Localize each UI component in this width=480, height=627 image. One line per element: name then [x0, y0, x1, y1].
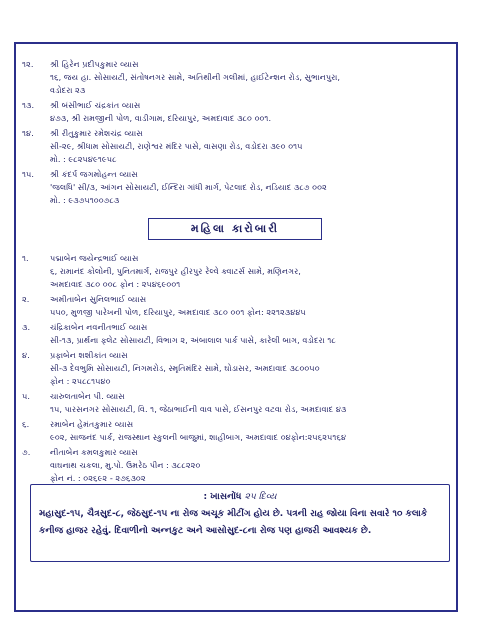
- entry-name: પ્રફાબેન શશીકાંત વ્યાસ: [50, 350, 128, 360]
- entry-name: શ્રી રીતુકુમાર રમેશચંદ્ર વ્યાસ: [50, 128, 143, 138]
- entry-name: રમાબેન હેમંતકુમાર વ્યાસ: [50, 419, 134, 429]
- entry-number: ૧૨.: [22, 59, 34, 69]
- entry-number: ૫.: [22, 391, 30, 401]
- entry-address: ૧૫, પારસનગર સોસાયટી, વિ. ૧, જેઠાભાઈની વાવ પાસે, ઈસનપુર વટવા રોડ, અમદાવાદ ૪૩: [50, 404, 347, 414]
- entry-address: સી-૨૯, શ્રીધામ સોસાયટી, રાણેશ્વર મંદિર પાસે, વાસણા રોડ, વડોદરા ૩૯૦ ૦૧૫: [50, 141, 303, 151]
- entry-number: ૧૪.: [22, 128, 34, 138]
- entry-phone: મો. : ૯૩૭૫૧૦૦૭૮૩: [50, 195, 120, 205]
- entry-name: શ્રી હિરેન પ્રદીપકુમાર વ્યાસ: [50, 59, 139, 69]
- list-item: [22, 390, 458, 416]
- list-item: [22, 127, 458, 166]
- list-item: [22, 99, 458, 125]
- entry-address: અમદાવાદ ૩૮૦ ૦૦૮ ફોન : ૨૫૪૬૯૦૦૧: [50, 279, 181, 289]
- list-item: [22, 58, 458, 97]
- entry-phone: ફોન નં. : ૦૨૬૯૨ - ૨૭૬૩૦૨: [50, 473, 146, 483]
- entry-address: ૫૫૦, મુળજી પારેખની પોળ, દરિયાપુર, અમદાવાદ ૩૮૦ ૦૦૧ ફોન: ૨૨૧૨૩૪૪૫: [50, 307, 306, 317]
- entry-number: ૧.: [22, 253, 29, 263]
- entry-number: ૩.: [22, 322, 31, 332]
- entry-name: પદ્માબેન જયેન્દ્રભાઈ વ્યાસ: [50, 253, 139, 263]
- list-item: [22, 418, 458, 444]
- entry-number: ૬.: [22, 419, 30, 429]
- notice-body: મહાસુદ-૧૫, ચૈત્રસુદ-૮, જેઠસુદ-૧૫ ના રોજ અચૂક મીટીંગ હોય છે. પત્રની રાહ જોયા વિના સવારે ૧૦ કલાકે કનીજ હાજર રહેવું. દિવાળીનો અન્નકુટ અને આસોસુદ-૮ના રોજ પણ હાજરી આવશ્યક છે.: [39, 509, 428, 536]
- list-item: [22, 349, 458, 388]
- entry-name: શ્રી બંસીભાઈ ચંદ્રકાંત વ્યાસ: [50, 100, 141, 110]
- entry-address: ૧૬, જય હા. સોસાયટી, સંતોષનગર સામે, અતિથીની ગલીમાં, હાઈટેન્શન રોડ, સુભાનપુરા,: [50, 72, 340, 82]
- entry-number: ૧૩.: [22, 100, 35, 110]
- entry-address: સી-૧૩, પ્રાર્થના ફ્લેટ સોસાયટી, વિભાગ ૨, અંબાલાલ પાર્ક પાસે, કારેલી બાગ, વડોદરા ૧૮: [50, 335, 336, 345]
- entry-name: ચારુલતાબેન પી. વ્યાસ: [50, 391, 125, 401]
- entry-address: વાઘનાથ ચકલા, મુ.પો. ઉમરેઠ પીન : ૩૮૮૨૨૦: [50, 460, 201, 470]
- entry-number: ૭.: [22, 447, 31, 457]
- list-item: [22, 252, 458, 291]
- entry-name: અમીતાબેન સુનિલભાઈ વ્યાસ: [50, 294, 147, 304]
- notice-title-row: [39, 489, 441, 506]
- entry-name: શ્રી કંદર્પ જગમોહન્ત વ્યાસ: [50, 169, 138, 179]
- women-committee-list: [22, 252, 458, 487]
- entry-address: 'જલધિ' સી/૩, આંગન સોસાયટી, ઈન્દિરા ગાંધી માર્ગ, પેટલાદ રોડ, નડિયાદ ૩૮૭ ૦૦૨: [50, 182, 327, 192]
- entry-phone: મો. : ૯૮૨૫૪૯૧૯૫૮: [50, 154, 117, 164]
- entry-address: ૪૭૩, શ્રી રામજીની પોળ, વાડીગામ, દરિયાપુર, અમદાવાદ ૩૮૦ ૦૦૧.: [50, 113, 272, 123]
- entry-name: નીતાબેન કમલકુમાર વ્યાસ: [50, 447, 138, 457]
- entry-name: ચંદ્રિકાબેન નવનીતભાઈ વ્યાસ: [50, 322, 148, 332]
- list-item: [22, 446, 458, 485]
- entry-address: વડોદરા ૨૩: [50, 85, 86, 95]
- list-item: [22, 321, 458, 347]
- list-item: [22, 293, 458, 319]
- entry-number: ૨.: [22, 294, 30, 304]
- entry-address: ૬, રામાનંદ કોલોની, પુનિતમાર્ગ, રાજપુર હીરપુર રેલ્વે ક્વાટર્સ સામે, મણિનગર,: [50, 266, 301, 276]
- entry-phone: ફોન : ૨૫૮૮૧૫૪૦: [50, 376, 111, 386]
- section-heading: મહિલા કારોબારી: [148, 218, 322, 240]
- entry-address: ૯૦૨, સાજનંદ પાર્ક, રાજસ્થાન સ્કુલની બાજુમાં, શાહીબાગ, અમદાવાદ ૦૪ફોન:૨૫૬૨૫૧૬૪: [50, 432, 347, 442]
- list-item: [22, 168, 458, 207]
- entry-number: ૧૫.: [22, 169, 34, 179]
- member-list: [22, 58, 458, 209]
- notice-box: [30, 484, 450, 562]
- handwritten-note: ૨૫ દિવ્ય: [244, 492, 277, 502]
- notice-title: : ખાસનોંધ: [203, 492, 242, 502]
- entry-number: ૪.: [22, 350, 30, 360]
- entry-address: સી-૩ દેવભુમિ સોસાયટી, નિગમરોડ, સ્મૃતિમંદિર સામે, ઘોડાસર, અમદાવાદ ૩૮૦૦૫૦: [50, 363, 320, 373]
